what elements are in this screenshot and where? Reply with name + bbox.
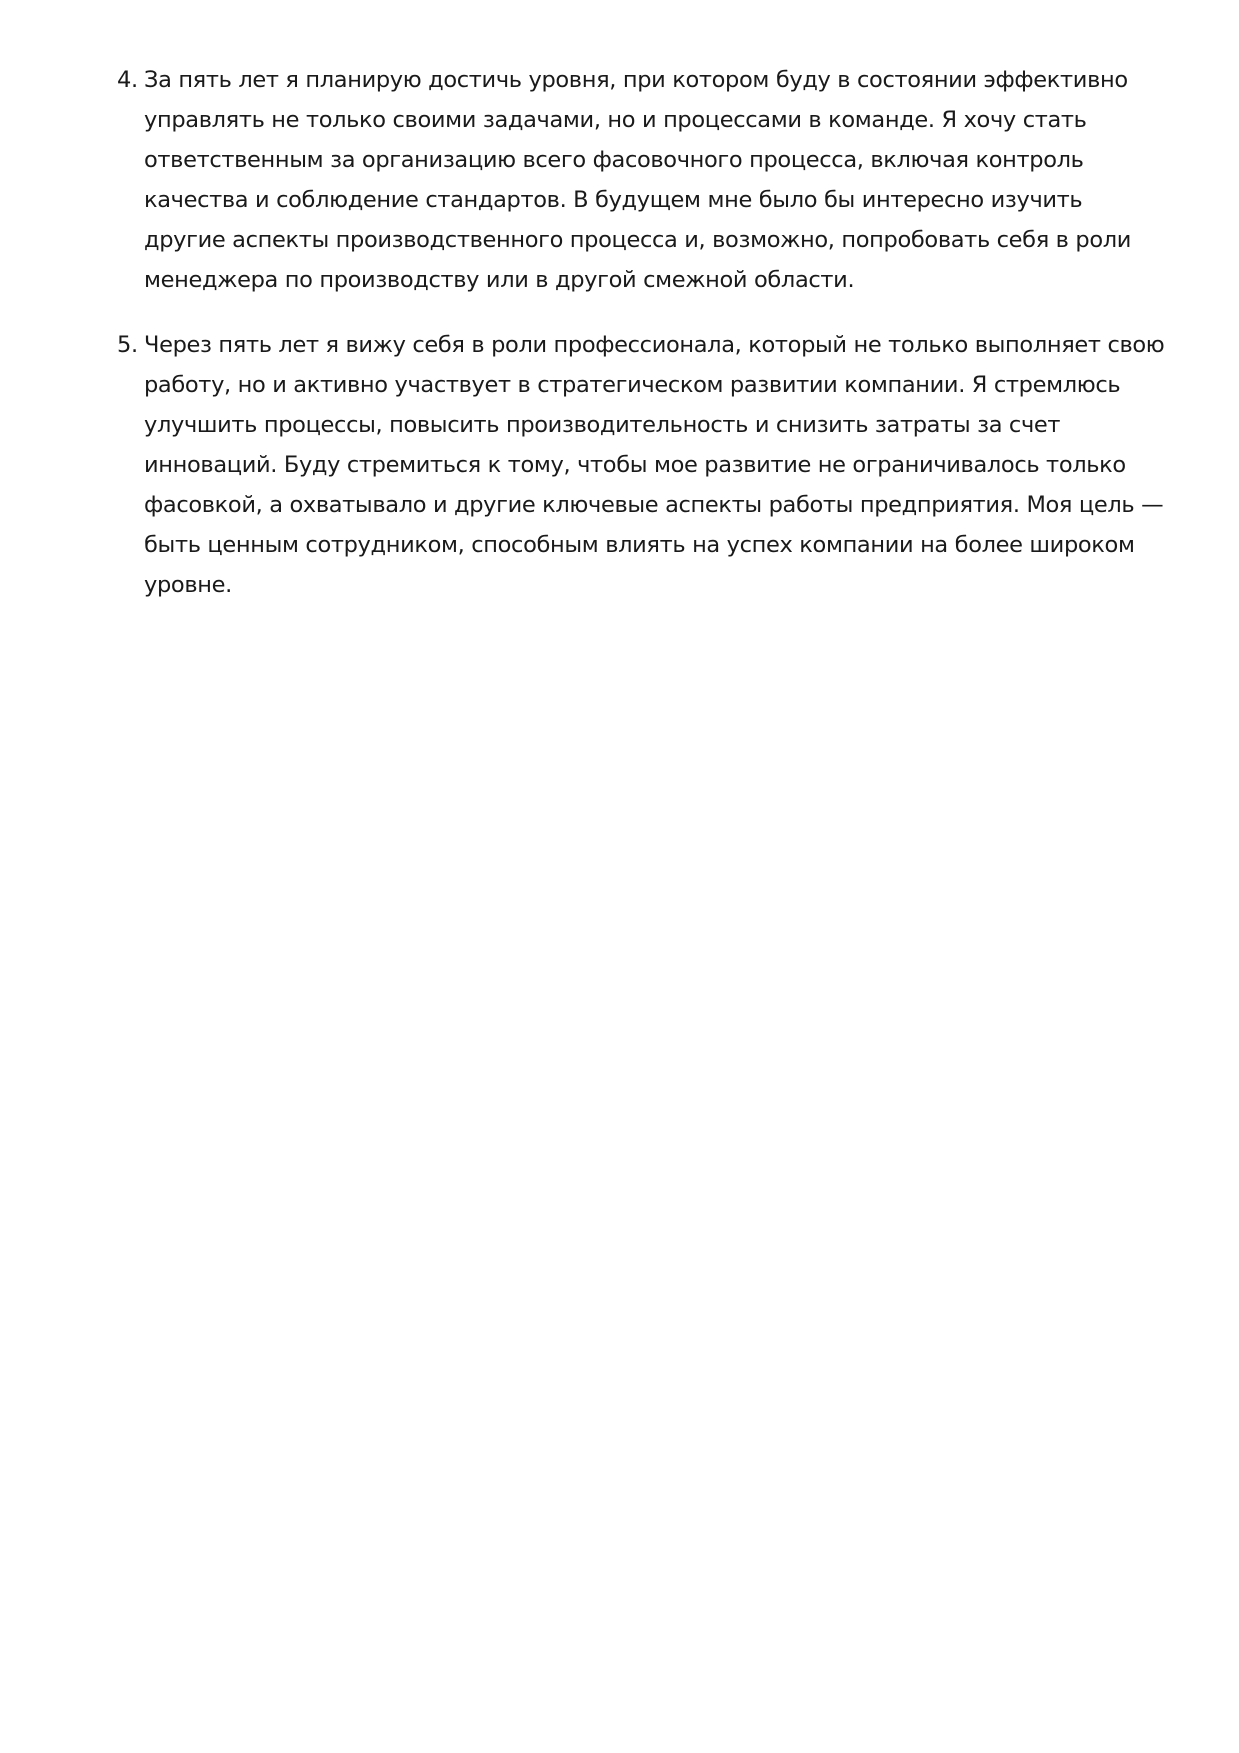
list-item-text: За пять лет я планирую достичь уровня, при котором буду в состоянии эффективно управлять не только своими задачами, но и процессами в команде. Я хочу стать ответственным за организацию всего фасовочного процесса, включая контроль качества и соблюдение стандартов. В будущем мне было бы интересно изучить другие аспекты производственного процесса и, возможно, попробовать себя в роли менеджера по производству или в другой смежной области. (144, 67, 1132, 293)
list-item-number: 4. (117, 67, 138, 93)
list-item-text: Через пять лет я вижу себя в роли профессионала, который не только выполняет свою работу, но и активно участвует в стратегическом развитии компании. Я стремлюсь улучшить процессы, повысить производительность и снизить затраты за счет инноваций. Буду стремиться к тому, чтобы мое развитие не ограничивалось только фасовкой, а охватывало и другие ключевые аспекты работы предприятия. Моя цель — быть ценным сотрудником, способным влиять на успех компании на более широком уровне. (144, 332, 1165, 598)
list-item (117, 325, 1169, 605)
numbered-list (117, 60, 1169, 630)
list-item (117, 60, 1169, 300)
list-item-number: 5. (117, 332, 138, 358)
